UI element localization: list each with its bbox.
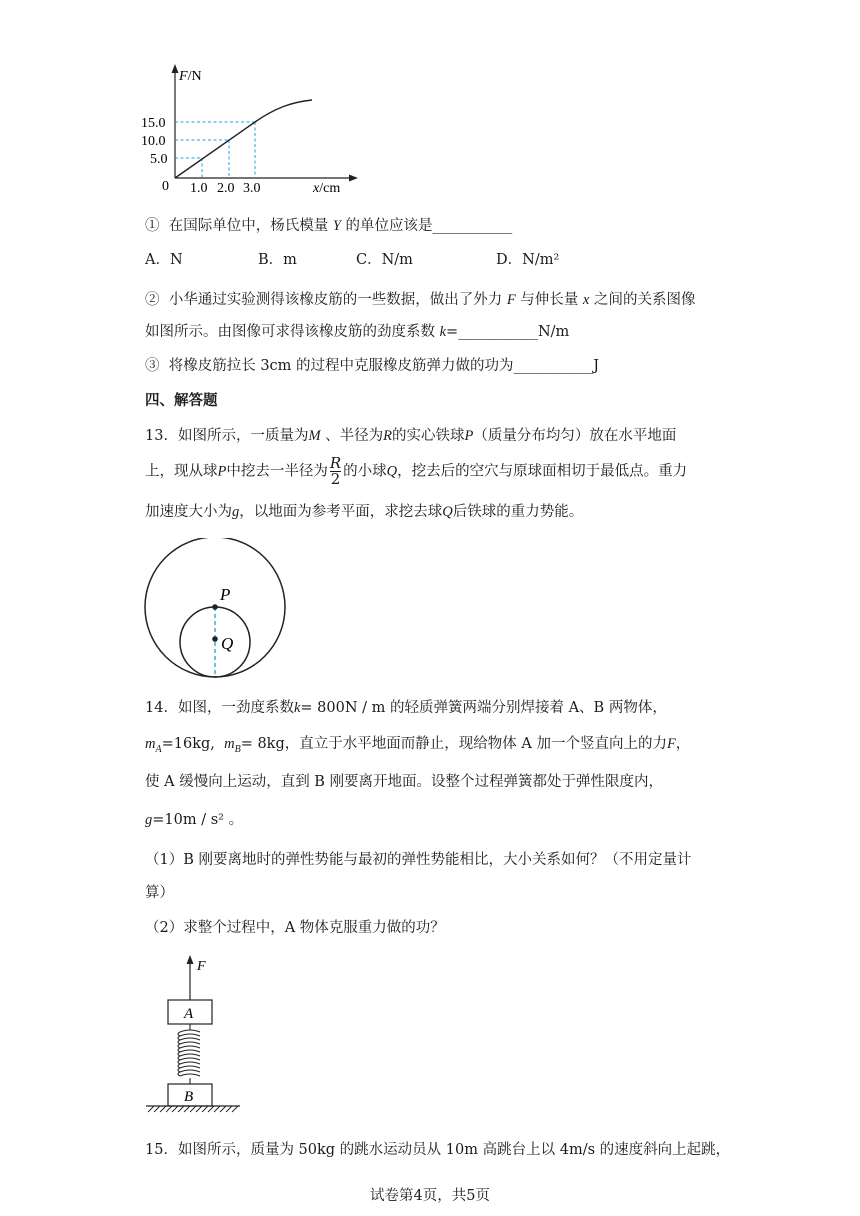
q13-line2: 上，现从球P中挖去一半径为 $\frac{R}{2}$ 的小球Q，挖去后的空穴与原球面相切于最低点。重力: [145, 454, 688, 488]
y-tick-15: 15.0: [141, 116, 166, 131]
label-q: Q: [221, 634, 234, 653]
page-footer: 试卷第4页，共5页: [370, 1188, 490, 1204]
block-a-label: A: [184, 1006, 194, 1022]
x-axis-label: x/cm: [313, 181, 341, 196]
y-tick-5: 5.0: [150, 152, 168, 167]
block-b-label: B: [184, 1089, 194, 1105]
q15-line1: 15．如图所示，质量为 50kg 的跳水运动员从 10m 高跳台上以 4m/s 的速度斜向上起跳，: [145, 1142, 731, 1158]
option-c: C．N/m: [356, 252, 413, 268]
force-extension-graph: [140, 60, 380, 200]
fraction-r-over-2: $\frac{R}{2}$: [329, 454, 342, 488]
y-axis-arrow: [172, 64, 179, 73]
option-b: B．m: [258, 252, 297, 268]
option-d: D．N/m²: [496, 252, 560, 268]
point-q: [212, 636, 218, 642]
section-title: 四、解答题: [145, 392, 218, 409]
x-axis-arrow: [349, 175, 358, 182]
sphere-figure: [140, 538, 290, 682]
q12-sub2-line1: ② 小华通过实验测得该橡皮筋的一些数据，做出了外力 F 与伸长量 x 之间的关系图像: [145, 292, 696, 308]
label-p: P: [220, 585, 231, 604]
origin-label: 0: [162, 179, 169, 194]
q14-line4: g=10m / s² 。: [145, 812, 244, 828]
spring-block-figure: [140, 952, 250, 1114]
q14-line2: $m_A=16kg$, $m_B= 8kg$，直立于水平地面而静止，现给物体 A 加一个竖直向上的力F，: [145, 736, 691, 755]
force-arrow-head: [187, 955, 194, 964]
force-label: F: [197, 959, 206, 974]
x-tick-3: 3.0: [243, 181, 261, 196]
q13-line3: 加速度大小为g，以地面为参考平面，求挖去球Q后铁球的重力势能。: [145, 504, 584, 520]
ground-hatch: [148, 1106, 238, 1112]
q14-sub1-line2: 算）: [145, 885, 174, 901]
q12-sub1: ① 在国际单位中，杨氏模量 Y 的单位应该是___________: [145, 218, 513, 234]
y-tick-10: 10.0: [141, 134, 166, 149]
option-a: A．N: [145, 252, 183, 268]
point-p: [212, 604, 218, 610]
q14-line3: 使 A 缓慢向上运动，直到 B 刚要离开地面。设整个过程弹簧都处于弹性限度内，: [145, 774, 664, 790]
q14-sub2: （2）求整个过程中，A 物体克服重力做的功？: [145, 920, 445, 936]
q12-sub3: ③ 将橡皮筋拉长 3cm 的过程中克服橡皮筋弹力做的功为___________J: [145, 358, 600, 374]
x-tick-1: 1.0: [190, 181, 208, 196]
q13-line1: 13．如图所示，一质量为M 、半径为R的实心铁球P（质量分布均匀）放在水平地面: [145, 428, 677, 444]
spring: [178, 1024, 200, 1084]
force-curve: [175, 100, 312, 178]
q14-sub1-line1: （1）B 刚要离地时的弹性势能与最初的弹性势能相比，大小关系如何？（不用定量计: [145, 852, 692, 868]
q12-sub2-line2: 如图所示。由图像可求得该橡皮筋的劲度系数 k=___________N/m: [145, 324, 570, 340]
q14-line1: 14．如图，一劲度系数k= 800N / m 的轻质弹簧两端分别焊接着 A、B 两物体，: [145, 700, 667, 716]
y-axis-label: F/N: [179, 69, 202, 84]
x-tick-2: 2.0: [217, 181, 235, 196]
